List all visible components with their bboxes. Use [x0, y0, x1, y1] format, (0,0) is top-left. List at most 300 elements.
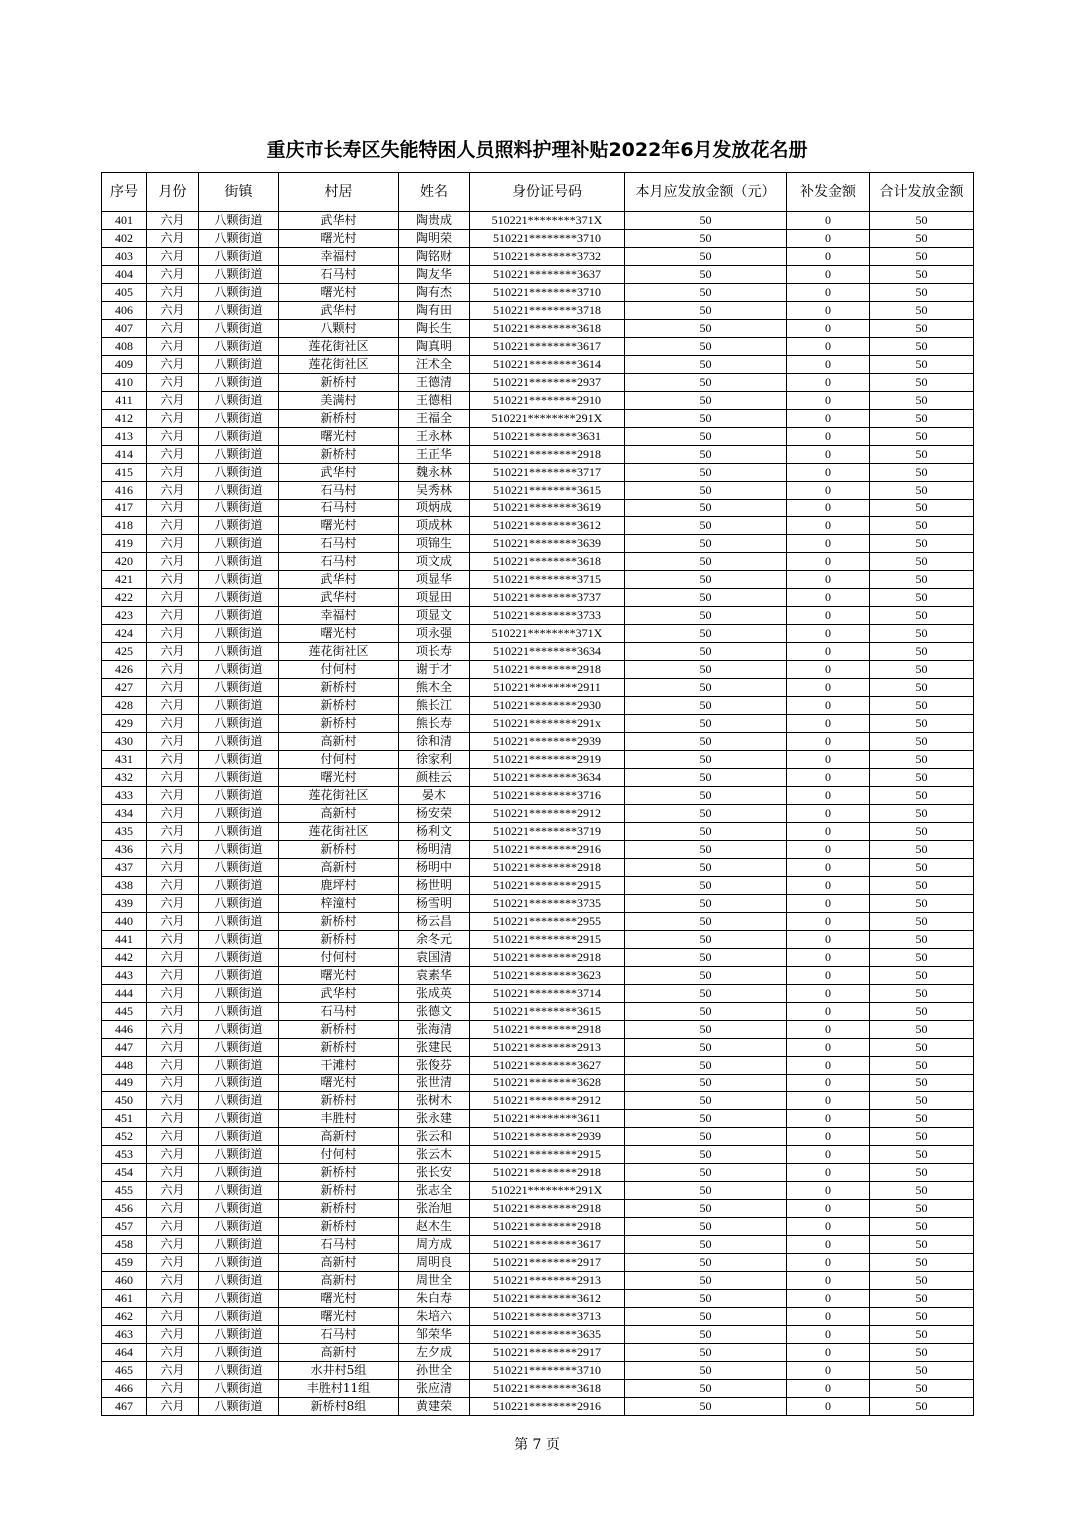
cell-index: 441 [102, 930, 147, 948]
table-row [102, 984, 974, 1002]
cell-id-number: 510221********2930 [470, 697, 625, 715]
cell-total: 50 [870, 1308, 974, 1326]
cell-month: 六月 [147, 499, 199, 517]
cell-index: 416 [102, 481, 147, 499]
cell-supplement: 0 [787, 1164, 870, 1182]
table-row [102, 589, 974, 607]
cell-total: 50 [870, 517, 974, 535]
cell-supplement: 0 [787, 1397, 870, 1415]
cell-name: 张云木 [399, 1146, 470, 1164]
cell-street: 八颗街道 [199, 319, 279, 337]
cell-id-number: 510221********3634 [470, 643, 625, 661]
cell-month: 六月 [147, 1164, 199, 1182]
cell-amount-due: 50 [625, 858, 787, 876]
cell-id-number: 510221********3716 [470, 787, 625, 805]
cell-total: 50 [870, 1397, 974, 1415]
cell-name: 张永建 [399, 1110, 470, 1128]
cell-index: 403 [102, 247, 147, 265]
cell-id-number: 510221********2918 [470, 858, 625, 876]
cell-month: 六月 [147, 876, 199, 894]
cell-month: 六月 [147, 553, 199, 571]
cell-id-number: 510221********3737 [470, 589, 625, 607]
cell-index: 429 [102, 715, 147, 733]
header-name: 姓名 [399, 173, 470, 212]
cell-supplement: 0 [787, 1344, 870, 1362]
cell-amount-due: 50 [625, 912, 787, 930]
cell-id-number: 510221********291X [470, 1182, 625, 1200]
cell-index: 401 [102, 212, 147, 230]
cell-month: 六月 [147, 1344, 199, 1362]
cell-amount-due: 50 [625, 499, 787, 517]
cell-month: 六月 [147, 643, 199, 661]
cell-name: 项显田 [399, 589, 470, 607]
cell-month: 六月 [147, 715, 199, 733]
cell-name: 熊长江 [399, 697, 470, 715]
cell-id-number: 510221********3710 [470, 1362, 625, 1380]
cell-id-number: 510221********2917 [470, 1254, 625, 1272]
cell-name: 杨雪明 [399, 894, 470, 912]
cell-month: 六月 [147, 1218, 199, 1236]
cell-name: 张长安 [399, 1164, 470, 1182]
cell-amount-due: 50 [625, 571, 787, 589]
cell-month: 六月 [147, 625, 199, 643]
cell-street: 八颗街道 [199, 301, 279, 319]
header-supplement: 补发金额 [787, 173, 870, 212]
cell-id-number: 510221********291X [470, 409, 625, 427]
cell-street: 八颗街道 [199, 1218, 279, 1236]
cell-village: 新桥村 [279, 679, 399, 697]
table-row [102, 229, 974, 247]
cell-id-number: 510221********2917 [470, 1344, 625, 1362]
cell-amount-due: 50 [625, 876, 787, 894]
cell-id-number: 510221********3614 [470, 355, 625, 373]
table-row [102, 409, 974, 427]
cell-name: 张志全 [399, 1182, 470, 1200]
cell-amount-due: 50 [625, 535, 787, 553]
header-index: 序号 [102, 173, 147, 212]
cell-street: 八颗街道 [199, 499, 279, 517]
cell-id-number: 510221********2919 [470, 751, 625, 769]
cell-total: 50 [870, 212, 974, 230]
cell-amount-due: 50 [625, 787, 787, 805]
cell-month: 六月 [147, 301, 199, 319]
table-row [102, 373, 974, 391]
cell-amount-due: 50 [625, 930, 787, 948]
cell-name: 张世清 [399, 1074, 470, 1092]
header-month: 月份 [147, 173, 199, 212]
cell-amount-due: 50 [625, 283, 787, 301]
cell-street: 八颗街道 [199, 1002, 279, 1020]
cell-name: 张云和 [399, 1128, 470, 1146]
cell-village: 高新村 [279, 1254, 399, 1272]
cell-index: 425 [102, 643, 147, 661]
cell-month: 六月 [147, 733, 199, 751]
cell-supplement: 0 [787, 858, 870, 876]
cell-amount-due: 50 [625, 984, 787, 1002]
cell-total: 50 [870, 1379, 974, 1397]
cell-amount-due: 50 [625, 966, 787, 984]
cell-supplement: 0 [787, 1218, 870, 1236]
cell-index: 419 [102, 535, 147, 553]
cell-total: 50 [870, 571, 974, 589]
cell-index: 452 [102, 1128, 147, 1146]
cell-village: 新桥村 [279, 1200, 399, 1218]
cell-name: 陶长生 [399, 319, 470, 337]
table-row [102, 1379, 974, 1397]
cell-id-number: 510221********2955 [470, 912, 625, 930]
cell-village: 新桥村 [279, 912, 399, 930]
cell-total: 50 [870, 1020, 974, 1038]
cell-id-number: 510221********2918 [470, 661, 625, 679]
table-row [102, 1218, 974, 1236]
cell-index: 463 [102, 1326, 147, 1344]
cell-village: 石马村 [279, 1326, 399, 1344]
cell-month: 六月 [147, 966, 199, 984]
cell-index: 420 [102, 553, 147, 571]
cell-street: 八颗街道 [199, 733, 279, 751]
cell-amount-due: 50 [625, 1272, 787, 1290]
cell-index: 407 [102, 319, 147, 337]
cell-village: 莲花街社区 [279, 337, 399, 355]
cell-name: 王永林 [399, 427, 470, 445]
cell-supplement: 0 [787, 607, 870, 625]
table-row [102, 337, 974, 355]
cell-total: 50 [870, 1056, 974, 1074]
cell-supplement: 0 [787, 337, 870, 355]
cell-village: 新桥村 [279, 1092, 399, 1110]
cell-street: 八颗街道 [199, 1362, 279, 1380]
cell-total: 50 [870, 1344, 974, 1362]
cell-village: 丰胜村11组 [279, 1379, 399, 1397]
table-row [102, 283, 974, 301]
cell-name: 张建民 [399, 1038, 470, 1056]
cell-name: 汪术全 [399, 355, 470, 373]
cell-id-number: 510221********3639 [470, 535, 625, 553]
cell-village: 梓潼村 [279, 894, 399, 912]
cell-index: 439 [102, 894, 147, 912]
cell-id-number: 510221********3718 [470, 301, 625, 319]
cell-index: 458 [102, 1236, 147, 1254]
cell-id-number: 510221********2916 [470, 1397, 625, 1415]
cell-index: 432 [102, 769, 147, 787]
cell-month: 六月 [147, 1254, 199, 1272]
cell-index: 408 [102, 337, 147, 355]
cell-amount-due: 50 [625, 553, 787, 571]
cell-index: 449 [102, 1074, 147, 1092]
cell-index: 405 [102, 283, 147, 301]
cell-id-number: 510221********2910 [470, 391, 625, 409]
cell-amount-due: 50 [625, 840, 787, 858]
cell-month: 六月 [147, 1074, 199, 1092]
cell-index: 437 [102, 858, 147, 876]
cell-total: 50 [870, 1038, 974, 1056]
cell-street: 八颗街道 [199, 751, 279, 769]
cell-total: 50 [870, 1200, 974, 1218]
cell-amount-due: 50 [625, 751, 787, 769]
table-row [102, 876, 974, 894]
cell-id-number: 510221********2916 [470, 840, 625, 858]
cell-name: 项显华 [399, 571, 470, 589]
cell-total: 50 [870, 337, 974, 355]
cell-total: 50 [870, 1074, 974, 1092]
table-row [102, 1290, 974, 1308]
cell-supplement: 0 [787, 283, 870, 301]
table-header-row [102, 173, 974, 212]
cell-total: 50 [870, 769, 974, 787]
cell-supplement: 0 [787, 948, 870, 966]
cell-id-number: 510221********3611 [470, 1110, 625, 1128]
cell-amount-due: 50 [625, 1164, 787, 1182]
header-amount-due: 本月应发放金额（元） [625, 173, 787, 212]
cell-village: 付何村 [279, 751, 399, 769]
cell-street: 八颗街道 [199, 1038, 279, 1056]
cell-street: 八颗街道 [199, 445, 279, 463]
cell-street: 八颗街道 [199, 1379, 279, 1397]
table-row [102, 1038, 974, 1056]
cell-street: 八颗街道 [199, 589, 279, 607]
cell-name: 张俊芬 [399, 1056, 470, 1074]
page-title: 重庆市长寿区失能特困人员照料护理补贴2022年6月发放花名册 [266, 139, 808, 161]
cell-total: 50 [870, 553, 974, 571]
cell-month: 六月 [147, 1128, 199, 1146]
cell-month: 六月 [147, 1272, 199, 1290]
cell-id-number: 510221********3719 [470, 822, 625, 840]
cell-index: 456 [102, 1200, 147, 1218]
cell-index: 460 [102, 1272, 147, 1290]
cell-month: 六月 [147, 769, 199, 787]
cell-index: 454 [102, 1164, 147, 1182]
cell-supplement: 0 [787, 1326, 870, 1344]
cell-month: 六月 [147, 751, 199, 769]
cell-id-number: 510221********3623 [470, 966, 625, 984]
cell-street: 八颗街道 [199, 571, 279, 589]
cell-name: 周明良 [399, 1254, 470, 1272]
cell-index: 465 [102, 1362, 147, 1380]
cell-name: 余冬元 [399, 930, 470, 948]
cell-street: 八颗街道 [199, 1326, 279, 1344]
table-row [102, 858, 974, 876]
cell-name: 项炳成 [399, 499, 470, 517]
table-row [102, 966, 974, 984]
cell-village: 曙光村 [279, 229, 399, 247]
cell-month: 六月 [147, 607, 199, 625]
cell-index: 428 [102, 697, 147, 715]
cell-month: 六月 [147, 822, 199, 840]
cell-month: 六月 [147, 319, 199, 337]
cell-index: 440 [102, 912, 147, 930]
cell-name: 张应清 [399, 1379, 470, 1397]
cell-month: 六月 [147, 535, 199, 553]
cell-total: 50 [870, 661, 974, 679]
cell-id-number: 510221********2912 [470, 1092, 625, 1110]
cell-supplement: 0 [787, 822, 870, 840]
cell-total: 50 [870, 1002, 974, 1020]
cell-amount-due: 50 [625, 1128, 787, 1146]
cell-village: 高新村 [279, 1344, 399, 1362]
cell-supplement: 0 [787, 1056, 870, 1074]
cell-id-number: 510221********3735 [470, 894, 625, 912]
cell-id-number: 510221********3631 [470, 427, 625, 445]
cell-month: 六月 [147, 1308, 199, 1326]
cell-name: 王德清 [399, 373, 470, 391]
cell-street: 八颗街道 [199, 553, 279, 571]
cell-village: 石马村 [279, 1236, 399, 1254]
cell-index: 448 [102, 1056, 147, 1074]
cell-village: 新桥村 [279, 1038, 399, 1056]
cell-amount-due: 50 [625, 607, 787, 625]
cell-name: 项长寿 [399, 643, 470, 661]
cell-amount-due: 50 [625, 517, 787, 535]
table-row [102, 1308, 974, 1326]
cell-name: 陶友华 [399, 265, 470, 283]
cell-village: 高新村 [279, 804, 399, 822]
cell-month: 六月 [147, 948, 199, 966]
cell-name: 黄建荣 [399, 1397, 470, 1415]
cell-supplement: 0 [787, 840, 870, 858]
cell-name: 杨安荣 [399, 804, 470, 822]
cell-street: 八颗街道 [199, 625, 279, 643]
cell-street: 八颗街道 [199, 247, 279, 265]
table-row [102, 571, 974, 589]
cell-index: 447 [102, 1038, 147, 1056]
table-row [102, 1200, 974, 1218]
cell-amount-due: 50 [625, 427, 787, 445]
cell-index: 422 [102, 589, 147, 607]
cell-street: 八颗街道 [199, 930, 279, 948]
cell-supplement: 0 [787, 1038, 870, 1056]
cell-month: 六月 [147, 283, 199, 301]
cell-total: 50 [870, 840, 974, 858]
cell-amount-due: 50 [625, 643, 787, 661]
table-row [102, 463, 974, 481]
cell-amount-due: 50 [625, 1308, 787, 1326]
cell-total: 50 [870, 301, 974, 319]
cell-name: 袁素华 [399, 966, 470, 984]
cell-village: 美满村 [279, 391, 399, 409]
cell-month: 六月 [147, 481, 199, 499]
cell-name: 杨云昌 [399, 912, 470, 930]
cell-amount-due: 50 [625, 319, 787, 337]
cell-month: 六月 [147, 571, 199, 589]
cell-village: 高新村 [279, 1128, 399, 1146]
cell-supplement: 0 [787, 445, 870, 463]
cell-name: 陶贵成 [399, 212, 470, 230]
cell-total: 50 [870, 355, 974, 373]
cell-id-number: 510221********3710 [470, 283, 625, 301]
cell-id-number: 510221********2918 [470, 1020, 625, 1038]
cell-amount-due: 50 [625, 1200, 787, 1218]
table-row [102, 894, 974, 912]
cell-name: 谢于才 [399, 661, 470, 679]
cell-total: 50 [870, 1128, 974, 1146]
cell-amount-due: 50 [625, 715, 787, 733]
table-row [102, 912, 974, 930]
cell-supplement: 0 [787, 212, 870, 230]
cell-total: 50 [870, 607, 974, 625]
cell-total: 50 [870, 409, 974, 427]
cell-index: 446 [102, 1020, 147, 1038]
cell-village: 曙光村 [279, 517, 399, 535]
cell-amount-due: 50 [625, 463, 787, 481]
cell-index: 430 [102, 733, 147, 751]
cell-month: 六月 [147, 355, 199, 373]
table-row [102, 1020, 974, 1038]
cell-id-number: 510221********3615 [470, 481, 625, 499]
cell-total: 50 [870, 1254, 974, 1272]
cell-village: 八颗村 [279, 319, 399, 337]
cell-street: 八颗街道 [199, 481, 279, 499]
cell-amount-due: 50 [625, 1182, 787, 1200]
cell-village: 高新村 [279, 1272, 399, 1290]
cell-village: 曙光村 [279, 1290, 399, 1308]
cell-total: 50 [870, 499, 974, 517]
cell-street: 八颗街道 [199, 1254, 279, 1272]
cell-supplement: 0 [787, 265, 870, 283]
cell-index: 426 [102, 661, 147, 679]
cell-name: 周世全 [399, 1272, 470, 1290]
table-row [102, 1092, 974, 1110]
cell-month: 六月 [147, 1200, 199, 1218]
cell-amount-due: 50 [625, 1002, 787, 1020]
cell-total: 50 [870, 1092, 974, 1110]
cell-name: 颜桂云 [399, 769, 470, 787]
cell-village: 新桥村 [279, 445, 399, 463]
cell-street: 八颗街道 [199, 212, 279, 230]
table-row [102, 301, 974, 319]
cell-amount-due: 50 [625, 301, 787, 319]
table-row [102, 804, 974, 822]
cell-name: 徐和清 [399, 733, 470, 751]
table-row [102, 1254, 974, 1272]
cell-supplement: 0 [787, 1272, 870, 1290]
cell-supplement: 0 [787, 517, 870, 535]
cell-amount-due: 50 [625, 445, 787, 463]
cell-name: 张治旭 [399, 1200, 470, 1218]
cell-amount-due: 50 [625, 1092, 787, 1110]
cell-street: 八颗街道 [199, 409, 279, 427]
table-row [102, 1110, 974, 1128]
cell-index: 464 [102, 1344, 147, 1362]
cell-month: 六月 [147, 589, 199, 607]
cell-month: 六月 [147, 1326, 199, 1344]
cell-name: 孙世全 [399, 1362, 470, 1380]
cell-amount-due: 50 [625, 481, 787, 499]
cell-street: 八颗街道 [199, 1056, 279, 1074]
cell-village: 曙光村 [279, 769, 399, 787]
cell-village: 水井村5组 [279, 1362, 399, 1380]
cell-month: 六月 [147, 787, 199, 805]
cell-street: 八颗街道 [199, 948, 279, 966]
cell-total: 50 [870, 1218, 974, 1236]
table-row [102, 697, 974, 715]
cell-name: 张树木 [399, 1092, 470, 1110]
cell-total: 50 [870, 463, 974, 481]
cell-index: 404 [102, 265, 147, 283]
cell-supplement: 0 [787, 804, 870, 822]
cell-amount-due: 50 [625, 1038, 787, 1056]
cell-id-number: 510221********2918 [470, 1218, 625, 1236]
cell-supplement: 0 [787, 373, 870, 391]
cell-supplement: 0 [787, 876, 870, 894]
cell-village: 莲花街社区 [279, 787, 399, 805]
cell-street: 八颗街道 [199, 822, 279, 840]
cell-street: 八颗街道 [199, 355, 279, 373]
table-row [102, 355, 974, 373]
cell-id-number: 510221********2915 [470, 1146, 625, 1164]
cell-index: 457 [102, 1218, 147, 1236]
cell-name: 项成林 [399, 517, 470, 535]
cell-street: 八颗街道 [199, 427, 279, 445]
